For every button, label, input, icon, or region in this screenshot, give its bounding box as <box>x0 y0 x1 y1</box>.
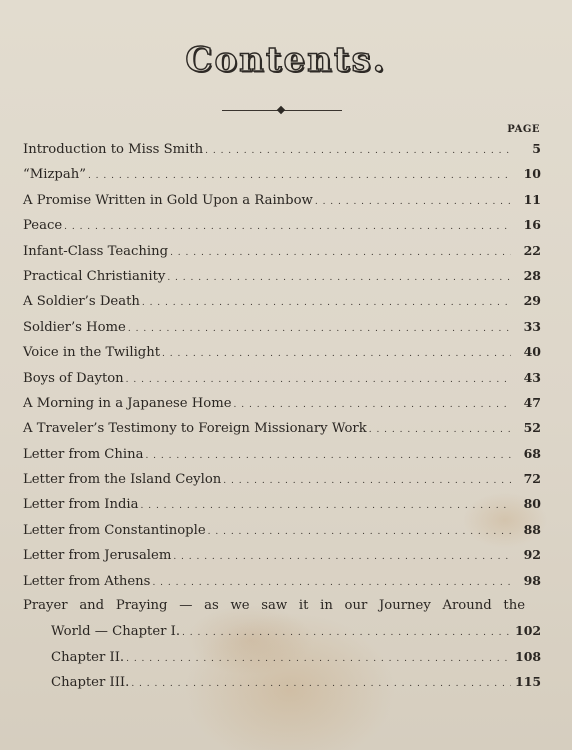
toc-entry <box>23 319 541 344</box>
toc-entry <box>23 547 541 572</box>
toc-entry <box>23 243 541 268</box>
toc-entry-title: World — Chapter I. <box>51 624 181 640</box>
toc-entry <box>23 420 541 445</box>
toc-entry <box>23 293 541 318</box>
toc-entry-title: A Traveler’s Testimony to Foreign Missionary Work <box>23 421 367 437</box>
toc-entry <box>23 395 541 420</box>
toc-entry-title: Voice in the Twilight <box>23 345 161 361</box>
toc-entry-title: Practical Christianity <box>23 268 166 284</box>
toc-entry-title: Infant-Class Teaching <box>23 243 169 259</box>
dot-leader <box>234 400 511 410</box>
dot-leader <box>170 248 511 258</box>
toc-entry <box>23 217 541 242</box>
dot-leader <box>126 375 511 385</box>
toc-entry-title: Soldier’s Home <box>23 319 126 335</box>
dot-leader <box>128 324 511 334</box>
dot-leader <box>141 501 511 511</box>
toc-entry-title: A Soldier’s Death <box>23 294 140 310</box>
dot-leader <box>145 451 511 461</box>
toc-entry-page: 108 <box>515 648 542 664</box>
toc-entry-title: Peace <box>23 218 63 234</box>
toc-entry <box>23 471 541 496</box>
dot-leader <box>182 628 511 638</box>
toc-entry-title: Boys of Dayton <box>23 370 124 386</box>
toc-entry-title: “Mizpah” <box>23 167 86 183</box>
toc-entry <box>23 268 541 293</box>
toc-entry <box>23 496 541 521</box>
dot-leader <box>162 349 511 359</box>
toc-entry-page: 28 <box>523 267 541 283</box>
toc-entry-page: 5 <box>532 141 541 156</box>
toc-entry <box>23 192 541 217</box>
toc-entry-title: Introduction to Miss Smith <box>23 142 204 157</box>
toc-entry-page: 10 <box>523 166 541 182</box>
dot-leader <box>126 654 511 664</box>
toc-entry-title: A Morning in a Japanese Home <box>23 395 232 411</box>
dot-leader <box>315 197 511 207</box>
toc-entry-page: 47 <box>523 394 541 410</box>
toc-entry <box>23 166 541 191</box>
dot-leader <box>223 476 511 486</box>
toc-entry <box>23 344 541 369</box>
toc-entry-title: Chapter II. <box>51 649 125 665</box>
toc-entry-page: 115 <box>515 674 542 690</box>
dot-leader <box>152 578 511 588</box>
toc-entry-page: 88 <box>523 521 541 537</box>
toc-entry-page: 29 <box>523 293 541 309</box>
toc-entry <box>23 446 541 471</box>
toc-entry-title: Letter from the Island Ceylon <box>23 472 222 488</box>
toc-entry-page: 98 <box>523 572 541 588</box>
toc-entry <box>23 623 541 648</box>
toc-entry-title: Letter from Constantinople <box>23 522 206 538</box>
toc-entry-page: 11 <box>523 191 541 207</box>
toc-entry-page: 40 <box>523 344 541 360</box>
toc-entry-page: 68 <box>523 445 541 461</box>
toc-entry <box>23 522 541 547</box>
toc-entry-title: Letter from China <box>23 446 144 462</box>
toc-entry-page: 33 <box>523 318 541 334</box>
toc-entry <box>23 370 541 395</box>
dot-leader <box>205 146 511 156</box>
dot-leader <box>64 222 511 232</box>
toc-entry <box>23 141 541 166</box>
toc-entry-title: Chapter III. <box>51 675 130 691</box>
toc-entry-title: Letter from India <box>23 497 139 513</box>
toc-entry-title: Prayer and Praying — as we saw it in our Journey Around the <box>23 598 525 614</box>
toc-entry <box>23 674 541 699</box>
toc-entry <box>23 649 541 674</box>
toc-entry-title: A Promise Written in Gold Upon a Rainbow <box>23 192 313 208</box>
toc-entry-page: 102 <box>515 623 542 639</box>
dot-leader <box>142 298 511 308</box>
dot-leader <box>131 679 511 689</box>
dot-leader <box>369 425 511 435</box>
dot-leader <box>88 171 511 181</box>
toc-entry-page: 16 <box>523 217 541 233</box>
toc-entry-page: 72 <box>523 471 541 487</box>
dot-leader <box>167 273 511 283</box>
toc-entry <box>23 573 541 598</box>
toc-entry-page: 43 <box>523 369 541 385</box>
divider-diamond-icon <box>277 106 285 114</box>
toc-entry-title: Letter from Jerusalem <box>23 548 172 564</box>
table-of-contents <box>23 141 541 700</box>
contents-title: Contents. <box>185 40 387 80</box>
toc-entry-title: Letter from Athens <box>23 573 151 589</box>
toc-entry <box>23 598 541 623</box>
toc-entry-page: 80 <box>523 496 541 512</box>
page-column-label: PAGE <box>507 124 540 135</box>
toc-entry-page: 92 <box>523 547 541 563</box>
dot-leader <box>173 552 511 562</box>
toc-entry-page: 22 <box>523 242 541 258</box>
dot-leader <box>208 527 511 537</box>
toc-entry-page: 52 <box>523 420 541 436</box>
